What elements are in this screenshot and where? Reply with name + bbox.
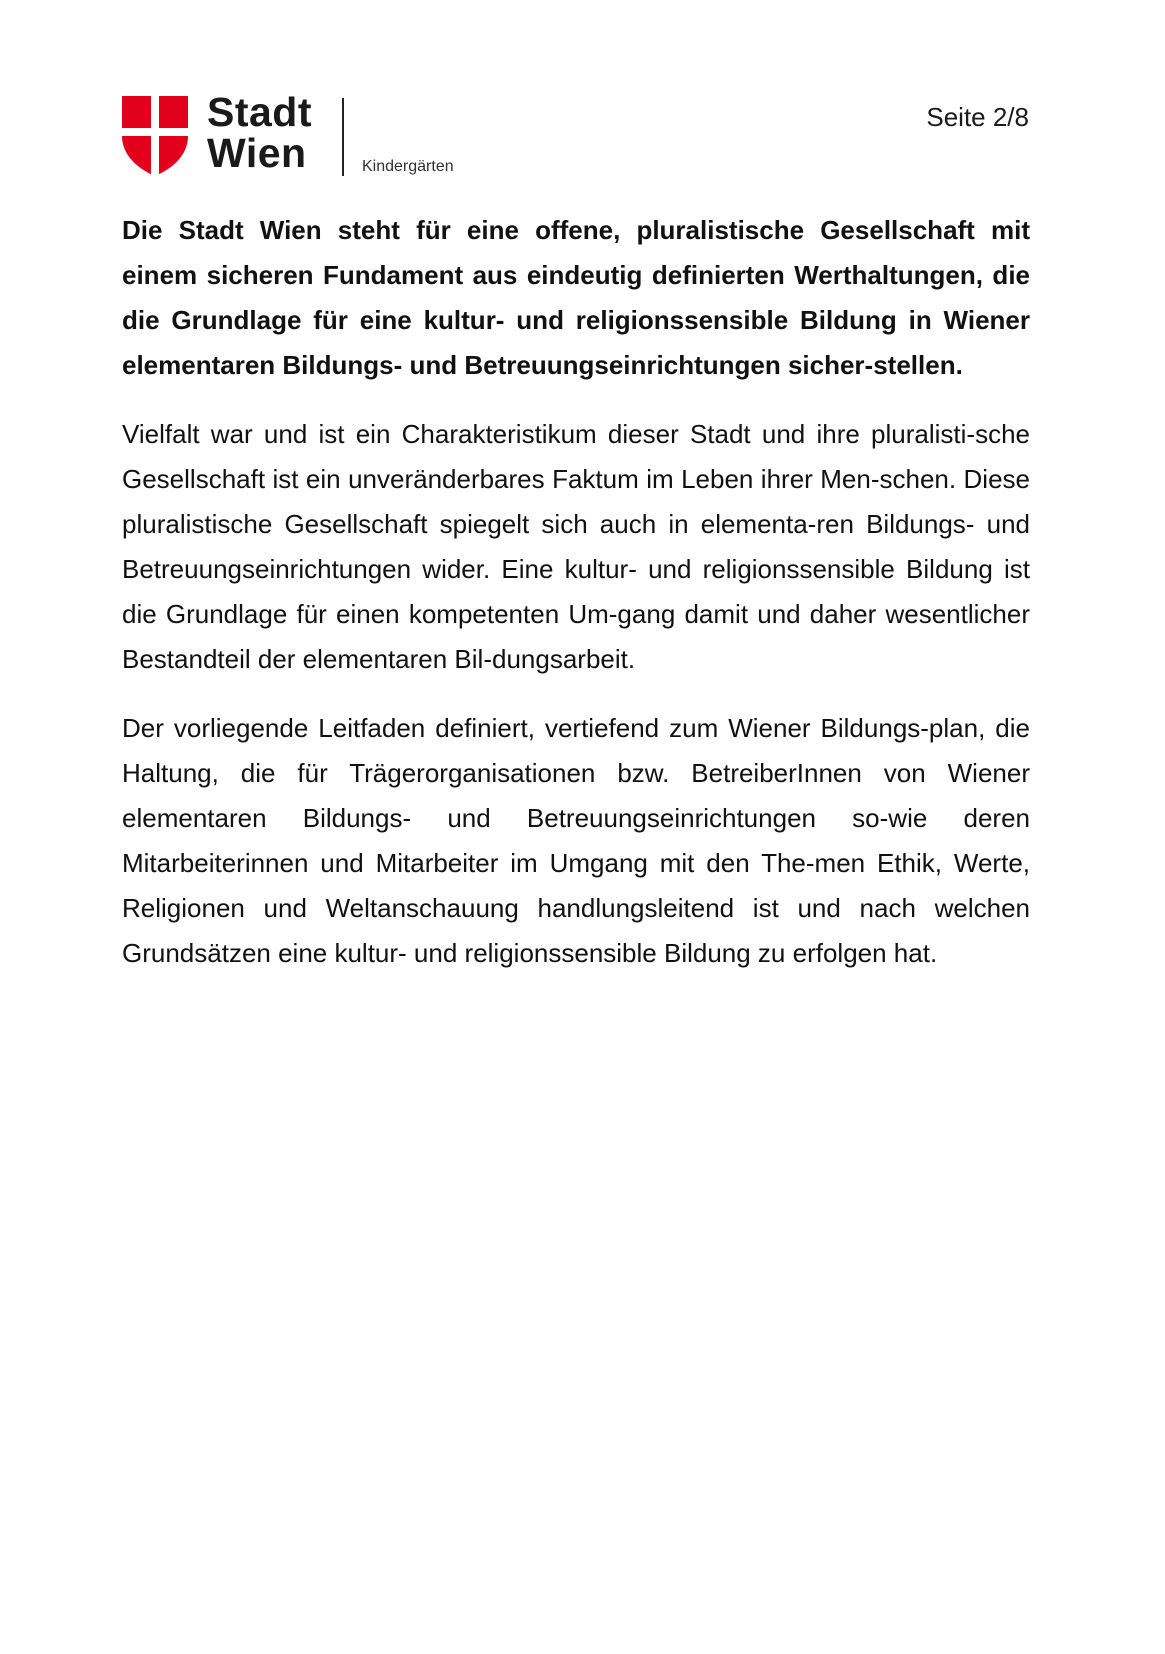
- logo-line-stadt: Stadt: [207, 89, 312, 135]
- vienna-shield-icon: [122, 96, 188, 176]
- stadt-wien-logo: [122, 89, 482, 186]
- page-number: Seite 2/8: [926, 102, 1029, 132]
- logo-line-wien: Wien: [207, 130, 307, 176]
- logo-unit-label: Kindergärten: [362, 158, 454, 175]
- document-body: [122, 208, 1030, 1000]
- body-paragraph-1: Vielfalt war und ist ein Charakteristikum dieser Stadt und ihre pluralisti-sche Gesellschaft ist ein unveränderbares Faktum im Leben ihrer Men-schen. Diese pluralistische Gesellschaft spiegelt sich auch in elementa-ren Bildungs- und Betreuungseinrichtungen wider. Eine kultur- und religionssensible Bildung ist die Grundlage für einen kompetenten Um-gang damit und daher wesentlicher Bestandteil der elementaren Bil-dungsarbeit.: [122, 419, 1030, 674]
- logo-divider: [342, 98, 344, 176]
- logo-wordmark: [207, 89, 312, 176]
- lead-paragraph: Die Stadt Wien steht für eine offene, pluralistische Gesellschaft mit einem sicheren Fundament aus eindeutig definierten Werthaltungen, die die Grundlage für eine kultur- und religionssensible Bildung in Wiener elementaren Bildungs- und Betreuungseinrichtungen sicher-stellen.: [122, 215, 1030, 380]
- body-paragraph-2: Der vorliegende Leitfaden definiert, vertiefend zum Wiener Bildungs-plan, die Haltung, die für Trägerorganisationen bzw. BetreiberInnen von Wiener elementaren Bildungs- und Betreuungseinrichtungen so-wie deren Mitarbeiterinnen und Mitarbeiter im Umgang mit den The-men Ethik, Werte, Religionen und Weltanschauung handlungsleitend ist und nach welchen Grundsätzen eine kultur- und religionssensible Bildung zu erfolgen hat.: [122, 713, 1030, 968]
